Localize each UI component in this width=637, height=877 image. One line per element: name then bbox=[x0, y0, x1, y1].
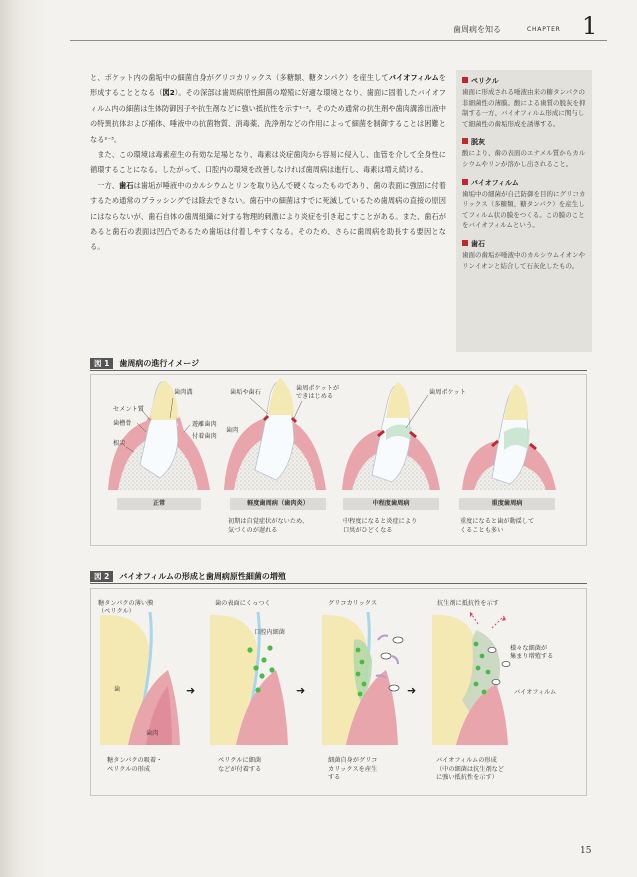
label-glycocalyx: グリコカリックス bbox=[328, 600, 378, 607]
stage-d-biofilm bbox=[432, 612, 510, 745]
text-run: と、ポケット内の歯垢中の細菌自身がグリコカリックス（多糖類、糖タンパク）を産生して bbox=[90, 73, 389, 82]
stage-label-severe: 重度歯周病 bbox=[459, 498, 555, 510]
text-run: を形成することとなる（ bbox=[90, 73, 446, 98]
glossary-definition: 酸により、歯の表面のエナメル質からカルシウムやリンが溶かし出されること。 bbox=[462, 149, 586, 168]
chapter-number: 1 bbox=[582, 12, 598, 40]
stage-c-glycocalyx bbox=[322, 612, 403, 745]
label-adhere: 歯の表面にくっつく bbox=[215, 600, 271, 607]
label-tooth: 歯 bbox=[114, 686, 121, 693]
text-run: ）。その深部は歯周病原性細菌の増殖に好適な環境となり、歯面に固着したバイオフィルム内の細菌は生体防御因子や抗生剤などに強い抵抗性を示す¹⁻³。そのため通常の抗生剤や歯肉溝滲出液中の特異抗体および補体、唾液中の抗菌物質、消毒薬、洗浄剤などの作用によって細菌を制御することは困難となる²⁻³。 bbox=[90, 88, 446, 144]
stage-a-pellicle bbox=[100, 612, 180, 745]
glossary-term: ペリクル bbox=[471, 77, 499, 85]
label-root-apex: 根尖 bbox=[113, 440, 126, 447]
caption-moderate: 中程度になると炎症により 口臭がひどくなる bbox=[343, 518, 418, 534]
caption-stage-c: 細菌自身がグリコ カリックスを産生 する bbox=[328, 757, 378, 781]
caption-severe: 重度になると歯が動揺して くることも多い bbox=[460, 518, 535, 534]
caption-stage-d: バイオフィルムの形成 （中の細菌は抗生剤など に強い抵抗性を示す） bbox=[436, 757, 505, 781]
arrow-right-icon: ➜ bbox=[186, 684, 196, 697]
label-gingiva-fig2: 歯肉 bbox=[146, 730, 159, 737]
figure-1-number: 図 1 bbox=[90, 358, 113, 369]
label-oral-bacteria: 口腔内細菌 bbox=[254, 629, 285, 636]
label-various-bacteria: 様々な細菌が 集まり増殖する bbox=[510, 645, 554, 660]
label-periodontal-pocket: 歯周ポケット bbox=[429, 389, 466, 396]
bold-term: 図2 bbox=[162, 88, 175, 98]
glossary-term: 歯石 bbox=[471, 239, 485, 248]
glossary-definition: 歯面に形成される唾液由来の糖タンパクの非細菌性の薄膜。酸による歯質の脱灰を抑制する一方、バイオフィルム形成に関与して細菌性の歯垢形成を誘導する。 bbox=[462, 88, 586, 128]
page-number: 15 bbox=[580, 846, 592, 856]
running-header-chapter-label: CHAPTER bbox=[527, 26, 561, 33]
caption-stage-b: ペリクルに細菌 などが付着する bbox=[218, 757, 262, 773]
arrow-right-icon: ➜ bbox=[407, 684, 417, 697]
stage-label-normal: 正常 bbox=[117, 498, 201, 510]
label-attached-gingiva: 付着歯肉 bbox=[192, 433, 217, 440]
bold-term: 歯石 bbox=[119, 180, 134, 190]
glossary-term: 脱灰 bbox=[471, 138, 485, 147]
label-biofilm: バイオフィルム bbox=[514, 689, 557, 696]
caption-stage-a: 糖タンパクの吸着・ ペリクルの形成 bbox=[107, 757, 163, 773]
stage-label-mild: 軽度歯周病（歯肉炎） bbox=[230, 498, 326, 510]
label-plaque-calculus: 歯垢や歯石 bbox=[230, 389, 261, 396]
glossary-definition: 歯垢中の細菌が自己防御を目的にグリコカリックス（多糖類、糖タンパク）を産生してフィルム状の膜をつくる。この膜のことをバイオフィルムという。 bbox=[462, 189, 586, 230]
text-run: は歯垢が唾液中のカルシウムとリンを取り込んで硬くなったものであり、歯の表面に強固に付着するため通常のブラッシングでは除去できない。歯石中の細菌はすでに死滅しているため歯周病の直接の原因にはならないが、歯石自体の歯周組織に対する物理的刺激により炎症を引き起こすことがある。また、歯石があると歯石の表面は凹凸であるため歯垢は付着しやすくなる。そのため、さらに歯周病を助長する要因となる。 bbox=[90, 180, 446, 252]
figure-2-number: 図 2 bbox=[90, 571, 113, 582]
label-cementum: セメント質 bbox=[113, 406, 144, 413]
arrow-right-icon: ➜ bbox=[296, 684, 306, 697]
label-gingiva: 歯肉 bbox=[226, 427, 239, 434]
figure-2-title-text: バイオフィルムの形成と歯周病原性細菌の増殖 bbox=[119, 572, 286, 581]
caption-mild: 初期は自覚症状がないため、 気づくのが遅れる bbox=[228, 518, 309, 534]
label-gingival-sulcus: 歯肉溝 bbox=[174, 389, 193, 396]
paragraph-2: また、この環境は毒素産生の有効な足場となり、毒素は炎症歯肉から容易に侵入し、血管を介して全身性に循環することになる。したがって、口腔内の環境を改善しなければ歯周病は進行し、毒素は増え続ける。 bbox=[90, 150, 446, 175]
glossary-definition: 歯面の歯垢が唾液中のカルシウムイオンやリンイオンと結合して石灰化したもの。 bbox=[462, 250, 585, 270]
label-pellicle: 糖タンパクの薄い膜 （ペリクル） bbox=[98, 600, 154, 615]
label-free-gingiva: 遊離歯肉 bbox=[192, 421, 217, 428]
running-header-topic: 歯周病を知る bbox=[453, 25, 501, 34]
glossary-term: バイオフィルム bbox=[471, 178, 519, 187]
stage-label-moderate: 中程度歯周病 bbox=[343, 498, 439, 510]
label-resistance: 抗生剤に抵抗性を示す bbox=[437, 600, 499, 607]
label-pocket-forming: 歯周ポケットが できはじめる bbox=[296, 385, 340, 400]
text-run: 一方、 bbox=[97, 180, 120, 190]
label-alveolar-bone: 歯槽骨 bbox=[113, 420, 132, 427]
figure-1-title-text: 歯周病の進行イメージ bbox=[119, 359, 200, 368]
bold-term: バイオフィルム bbox=[388, 73, 439, 82]
